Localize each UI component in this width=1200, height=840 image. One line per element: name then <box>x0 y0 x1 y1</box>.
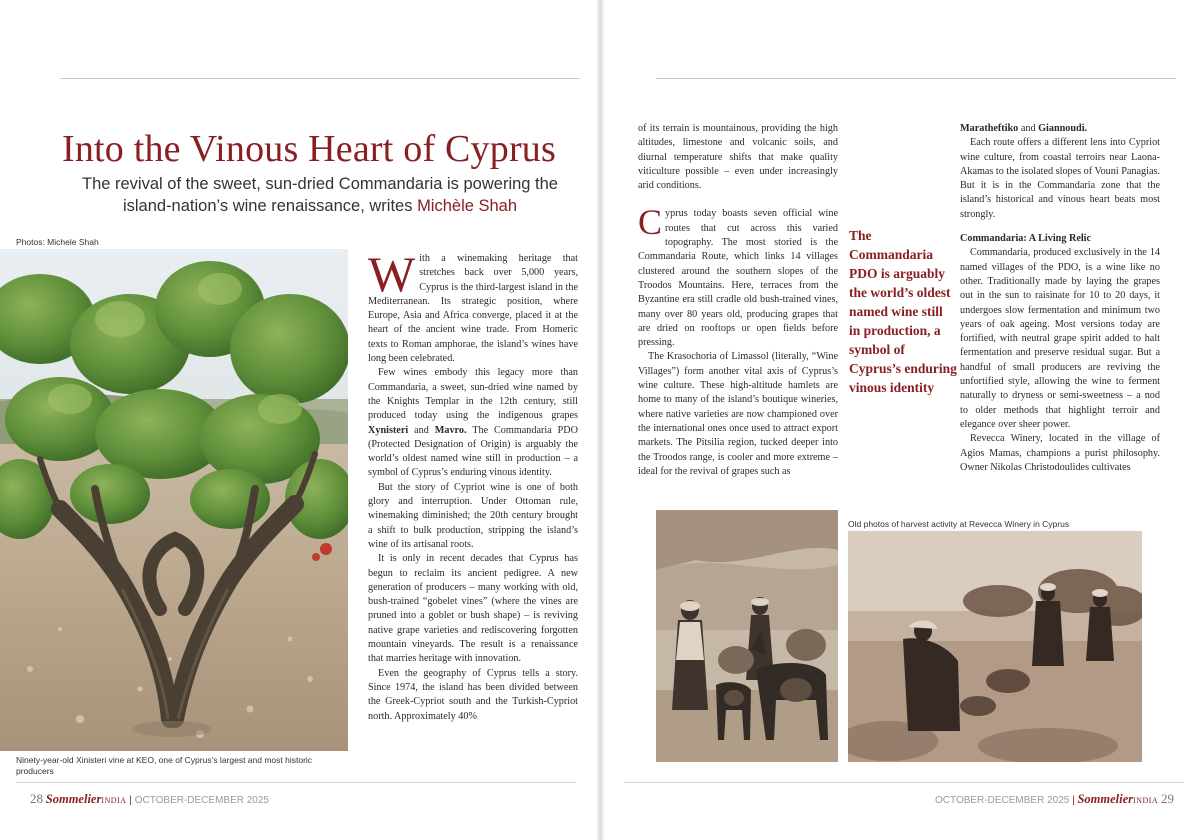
harvest-photo-1-illustration <box>656 510 838 762</box>
grape-mavro: Mavro. <box>434 424 467 436</box>
vine-photo-illustration <box>0 249 348 751</box>
paragraph-continued: of its terrain is mountainous, providing the high altitudes, limestone and volcanic soils, and diurnal temperature shifts that make quality viticulture possible – even under increasingly arid conditions. <box>638 123 838 192</box>
harvest-photo-1 <box>656 510 838 762</box>
folio-separator: | <box>1072 795 1075 806</box>
grape-xynisteri: Xynisteri <box>368 424 409 436</box>
vine-photo <box>0 249 348 751</box>
right-folio <box>935 791 1174 807</box>
photo-credit: Photos: Michele Shah <box>16 237 99 247</box>
magazine-name: Sommelier <box>45 792 102 806</box>
magazine-suffix: INDIA <box>1133 796 1159 805</box>
right-page <box>604 0 1200 840</box>
paragraph-grapes <box>960 122 1160 136</box>
left-page <box>0 0 598 840</box>
paragraph-2-text-a: Few wines embody this legacy more than Commandaria, a sweet, sun-dried wine named by the Knights Templar in the 12th century, still produced today using the indigenous grapes <box>368 367 578 422</box>
top-rule <box>60 78 580 79</box>
top-rule <box>656 78 1176 79</box>
right-body-column-2 <box>960 122 1160 475</box>
and-text: and <box>414 424 429 436</box>
paragraph-1-text: ith a winemaking heritage that stretches back over 5,000 years, Cyprus is the third-largest island in the Mediterranean. Its strategic position, where Europe, Asia and Africa converge, placed it at the heart of the ancient wine trade. From Homeric texts to Roman amphorae, the island’s wines have long been celebrated. <box>368 253 578 365</box>
author-name: Michèle Shah <box>417 197 518 215</box>
left-body-column <box>368 246 579 724</box>
harvest-photos-caption: Old photos of harvest activity at Revecca Winery in Cyprus <box>848 519 1070 529</box>
issue-date: OCTOBER-DECEMBER 2025 <box>935 795 1070 806</box>
paragraph-5: Even the geography of Cyprus tells a story. Since 1974, the island has been divided between the Greek-Cypriot south and the Turkish-Cypriot north. Approximately 40% <box>368 667 578 722</box>
paragraph-wine-routes-text: yprus today boasts seven official wine routes that cut across this varied topography. The most storied is the Commandaria Route, which links 14 villages clustered around the southern slopes of the Troodos Mountains. Here, terraces from the Byzantine era still cradle old bush-trained vines, many over 80 years old, producing grapes that are dried on rooftops or open fields before pressing. <box>638 208 838 349</box>
deck-text: The revival of the sweet, sun-dried Commandaria is powering the island-nation’s wine renaissance, writes <box>82 175 558 215</box>
harvest-photo-2-illustration <box>848 531 1142 762</box>
grape-giannoudi: Giannoudi. <box>1038 123 1088 134</box>
issue-date: OCTOBER-DECEMBER 2025 <box>134 795 269 806</box>
right-body-column-1 <box>638 122 838 479</box>
paragraph-wine-routes <box>638 202 838 350</box>
page-number: 29 <box>1161 791 1174 806</box>
dropcap-w: W <box>368 246 416 302</box>
paragraph-2-text-b: The Commandaria PDO (Protected Designation of Origin) is arguably the world’s oldest named wine still in production – a symbol of Cyprus’s enduring vinous identity. <box>368 424 579 479</box>
left-folio <box>30 791 269 807</box>
paragraph-2 <box>368 366 578 480</box>
article-deck <box>60 173 580 217</box>
paragraph-3: But the story of Cypriot wine is one of both glory and interruption. Under Ottoman rule, winemaking diminished; the 20th century brought a shift to bulk production, stripping the island’s wine of its artisanal roots. <box>368 481 578 550</box>
folio-separator: | <box>129 795 132 806</box>
paragraph-routes-lens: Each route offers a different lens into Cypriot wine culture, from coastal terroirs near Laona-Akamas to the isolated slopes of Vouni Panagias. But it is in the Commandaria zone that the island’s historical and vinous heart beats most strongly. <box>960 137 1160 220</box>
bottom-rule <box>16 782 576 783</box>
bottom-rule <box>624 782 1184 783</box>
magazine-suffix: INDIA <box>101 796 127 805</box>
magazine-name: Sommelier <box>1077 792 1134 806</box>
paragraph-4: It is only in recent decades that Cyprus has begun to reclaim its ancient pedigree. A new generation of producers – many working with old, bush-trained “gobelet vines” (where the vines are pruned into a goblet or bush shape) – is reviving native grape varieties and rediscovering forgotten mountain vineyards. The result is a renaissance that marries heritage with innovation. <box>368 553 578 665</box>
vine-photo-caption: Ninety-year-old Xinisteri vine at KEO, one of Cyprus’s largest and most historic producers <box>16 755 313 776</box>
page-number: 28 <box>30 791 43 806</box>
article-title: Into the Vinous Heart of Cyprus <box>62 128 556 170</box>
dropcap-c: C <box>638 202 663 243</box>
paragraph-krasochoria: The Krasochoria of Limassol (literally, “Wine Villages”) form another vital axis of Cyprus’s wine culture. These high-altitude hamlets are home to many of the island’s boutique wineries, where native varieties are now championed over the international ones once used to attract export markets. The Pitsilia region, tucked deeper into the Troodos range, is cooler and more extreme – ideal for the revival of grapes such as <box>638 351 838 477</box>
paragraph-1 <box>368 246 578 366</box>
subheading-living-relic: Commandaria: A Living Relic <box>960 233 1092 245</box>
pull-quote: The Commandaria PDO is arguably the world’s oldest named wine still in production, a symbol of Cyprus’s enduring vinous identity <box>849 228 957 395</box>
paragraph-commandaria: Commandaria, produced exclusively in the 14 named villages of the PDO, is a wine like no other. Traditionally made by laying the grapes out in the sun to raisinate for 10 to 20 days, it undergoes slow fermentation and minimum two years of oak ageing. Most versions today are fortified, with neutral grape spirit added to halt fermentation and preserve residual sugar. But a handful of small producers are reviving the unfortified style, allowing the wine to ferment naturally to dryness or semi-sweetness – a nod to older methods that highlight terroir and elegance over sheer power. <box>960 247 1160 430</box>
paragraph-revecca: Revecca Winery, located in the village of Agios Mamas, champions a purist philosophy. Owner Nikolas Christodoulides cultivates <box>960 433 1160 473</box>
grape-maratheftiko: Maratheftiko <box>960 123 1019 134</box>
harvest-photo-2 <box>848 531 1142 762</box>
and-text: and <box>1020 123 1036 134</box>
